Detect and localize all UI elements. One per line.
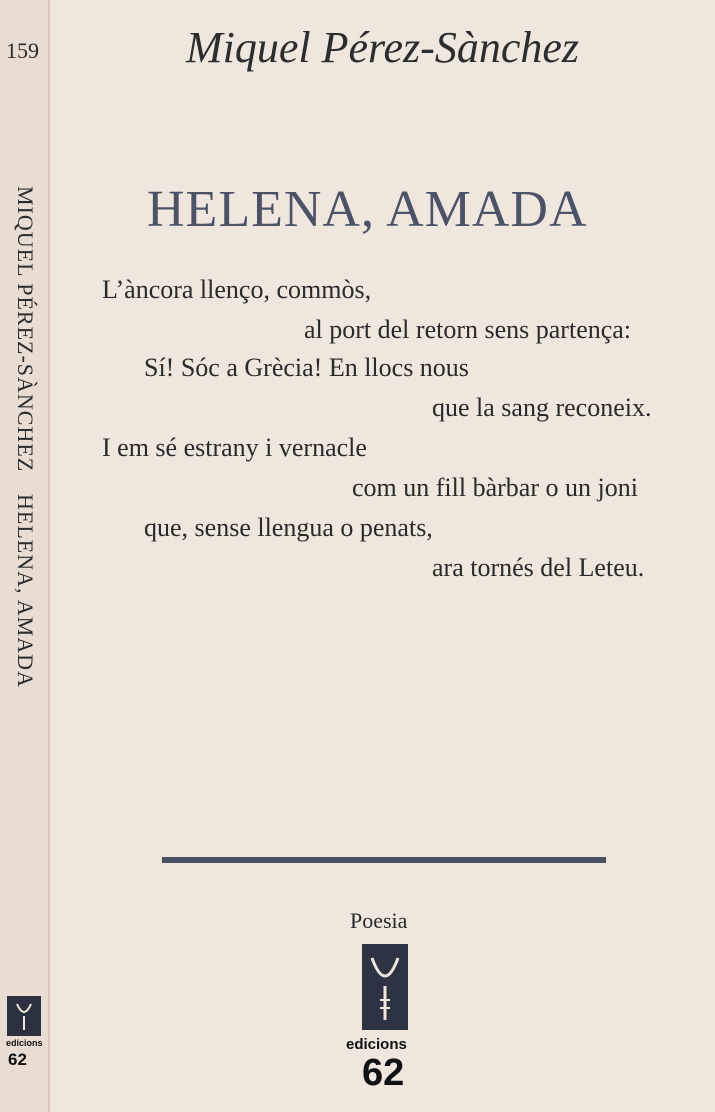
publisher-number: 62 xyxy=(362,1052,405,1094)
front-cover xyxy=(50,0,715,1112)
author-name: Miquel Pérez-Sànchez xyxy=(186,23,580,72)
poem-line: L’àncora llenço, commòs, xyxy=(102,275,372,304)
spine-logo-icon xyxy=(7,996,41,1036)
spine-publisher-number: 62 xyxy=(8,1050,27,1069)
poem-line: Sí! Sóc a Grècia! En llocs nous xyxy=(144,353,469,382)
publisher-name: edicions xyxy=(346,1036,407,1053)
collection-name: Poesia xyxy=(350,908,408,933)
book-spine xyxy=(0,0,50,1112)
spine-publisher: edicions xyxy=(6,1038,43,1048)
spine-title: HELENA, AMADA xyxy=(13,494,38,688)
spine-author: MIQUEL PÉREZ-SÀNCHEZ xyxy=(13,186,38,473)
poem-line: com un fill bàrbar o un joni xyxy=(352,473,638,502)
spine-number: 159 xyxy=(6,38,39,63)
poem-line: al port del retorn sens partença: xyxy=(304,315,632,344)
poem-line: I em sé estrany i vernacle xyxy=(102,433,367,462)
poem-line: que, sense llengua o penats, xyxy=(144,513,433,542)
divider-rule xyxy=(162,857,606,863)
poem-line: ara tornés del Leteu. xyxy=(432,553,645,582)
publisher-logo-icon xyxy=(362,944,408,1030)
book-title: HELENA, AMADA xyxy=(147,181,588,238)
poem-line: que la sang reconeix. xyxy=(432,393,652,422)
